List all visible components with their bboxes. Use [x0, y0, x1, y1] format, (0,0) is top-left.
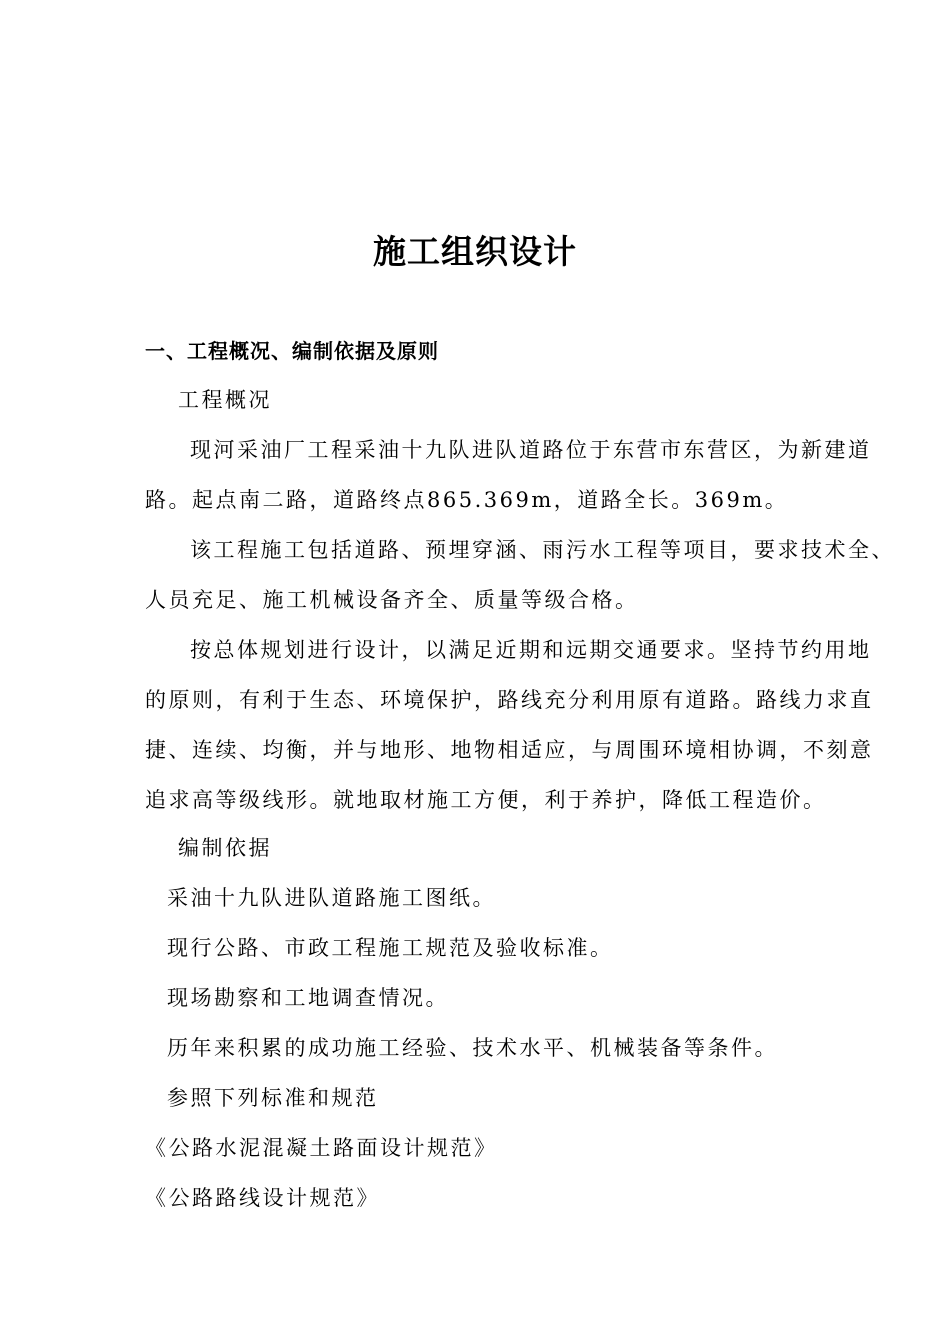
- paragraph-line: 的原则，有利于生态、环境保护，路线充分利用原有道路。路线力求直: [145, 688, 874, 712]
- standard-item: 《公路水泥混凝土路面设计规范》: [145, 1136, 498, 1160]
- list-item: 采油十九队进队道路施工图纸。: [167, 886, 496, 910]
- section-heading: 一、工程概况、编制依据及原则: [145, 339, 439, 363]
- list-item: 现场勘察和工地调查情况。: [167, 986, 449, 1010]
- subsection-label-basis: 编制依据: [178, 836, 272, 860]
- list-item: 历年来积累的成功施工经验、技术水平、机械装备等条件。: [167, 1036, 778, 1060]
- paragraph-line: 捷、连续、均衡，并与地形、地物相适应，与周围环境相协调，不刻意: [145, 738, 874, 762]
- paragraph-line: 路。起点南二路，道路终点865.369m，道路全长。369m。: [145, 488, 789, 512]
- paragraph-line: 该工程施工包括道路、预埋穿涵、雨污水工程等项目，要求技术全、: [190, 538, 895, 562]
- paragraph-line: 追求高等级线形。就地取材施工方便，利于养护，降低工程造价。: [145, 788, 827, 812]
- page-title: 施工组织设计: [373, 232, 577, 271]
- list-item: 参照下列标准和规范: [167, 1086, 379, 1110]
- paragraph-line: 现河采油厂工程采油十九队进队道路位于东营市东营区，为新建道: [190, 438, 872, 462]
- paragraph-line: 按总体规划进行设计，以满足近期和远期交通要求。坚持节约用地: [190, 638, 872, 662]
- list-item: 现行公路、市政工程施工规范及验收标准。: [167, 936, 614, 960]
- paragraph-line: 人员充足、施工机械设备齐全、质量等级合格。: [145, 588, 639, 612]
- standard-item: 《公路路线设计规范》: [145, 1186, 380, 1210]
- subsection-label-overview: 工程概况: [178, 388, 272, 412]
